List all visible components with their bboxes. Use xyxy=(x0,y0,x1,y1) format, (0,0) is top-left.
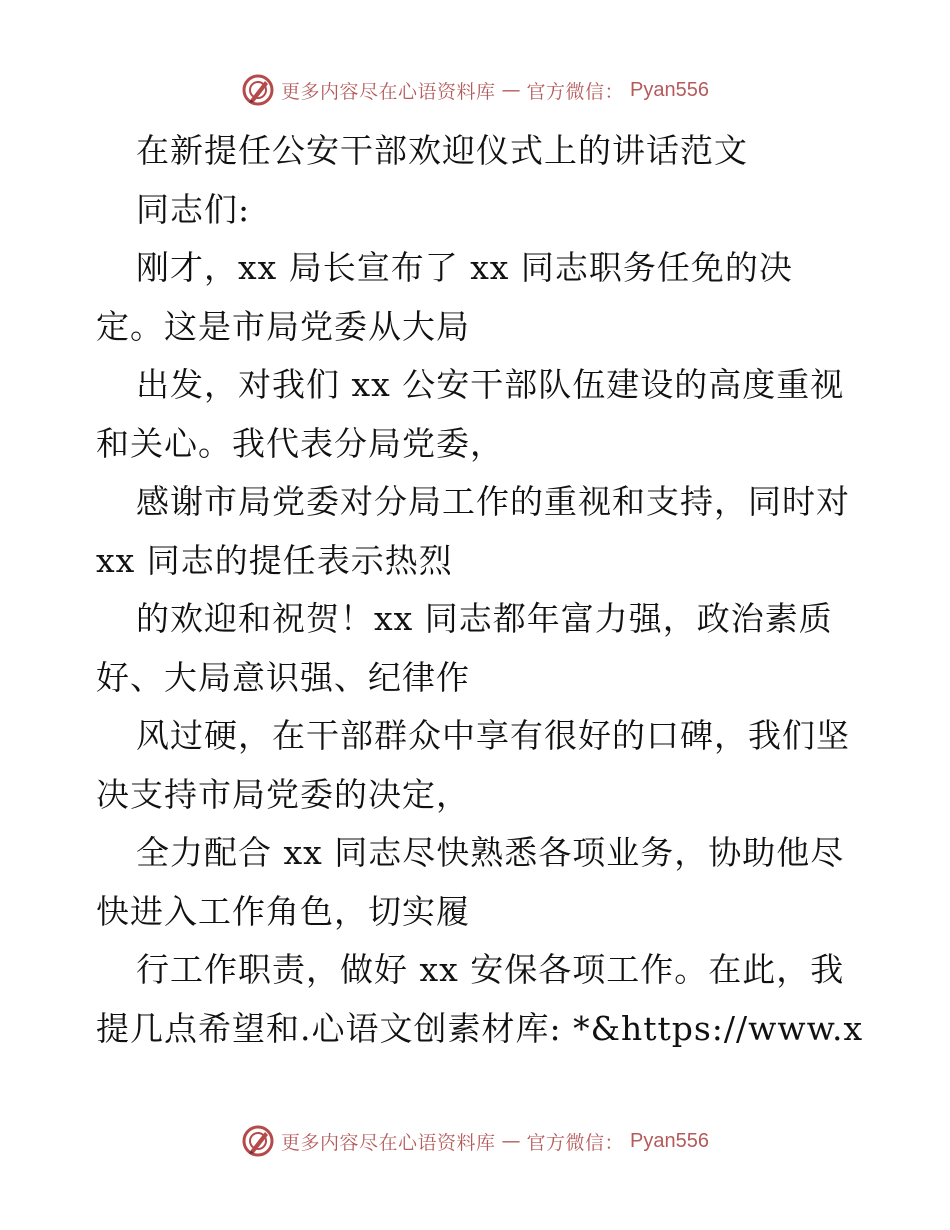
salutation: 同志们: xyxy=(136,189,251,229)
watermark-wechat-id: Pyan556 xyxy=(630,78,709,101)
body-line: 提几点希望和.心语文创素材库: *&https://www.x xyxy=(96,1008,864,1048)
watermark-wechat-label: 官方微信： xyxy=(526,80,625,103)
watermark-brand: 更多内容尽在心语资料库 xyxy=(281,80,496,103)
body-line: xx 同志的提任表示热烈 xyxy=(96,540,453,580)
header-watermark xyxy=(0,70,950,110)
footer-watermark xyxy=(0,1121,950,1161)
watermark-separator: — xyxy=(501,79,521,101)
body-line: 行工作职责，做好 xx 安保各项工作。在此，我 xyxy=(136,950,845,989)
body-line: 全力配合 xx 同志尽快熟悉各项业务，协助他尽 xyxy=(136,833,845,872)
body-line: 决支持市局党委的决定， xyxy=(96,774,470,814)
watermark-wechat-id: Pyan556 xyxy=(630,1129,709,1152)
body-line: 定。这是市局党委从大局 xyxy=(96,306,470,346)
body-line: 好、大局意识强、纪律作 xyxy=(96,657,470,697)
body-line: 刚才，xx 局长宣布了 xx 同志职务任免的决 xyxy=(136,248,793,287)
pen-logo-icon xyxy=(241,73,275,107)
body-line: 感谢市局党委对分局工作的重视和支持，同时对 xyxy=(136,482,850,521)
body-line: 的欢迎和祝贺！xx 同志都年富力强，政治素质 xyxy=(136,599,833,638)
body-line: 出发，对我们 xx 公安干部队伍建设的高度重视 xyxy=(136,365,845,404)
document-title: 在新提任公安干部欢迎仪式上的讲话范文 xyxy=(136,131,748,170)
body-line: 风过硬，在干部群众中享有很好的口碑，我们坚 xyxy=(136,716,850,755)
watermark-separator: — xyxy=(501,1130,521,1152)
pen-logo-icon xyxy=(241,1124,275,1158)
document-body xyxy=(96,122,866,1058)
watermark-wechat-label: 官方微信： xyxy=(526,1131,625,1154)
watermark-brand: 更多内容尽在心语资料库 xyxy=(281,1131,496,1154)
body-line: 和关心。我代表分局党委， xyxy=(96,423,504,463)
body-line: 快进入工作角色，切实履 xyxy=(96,891,470,931)
